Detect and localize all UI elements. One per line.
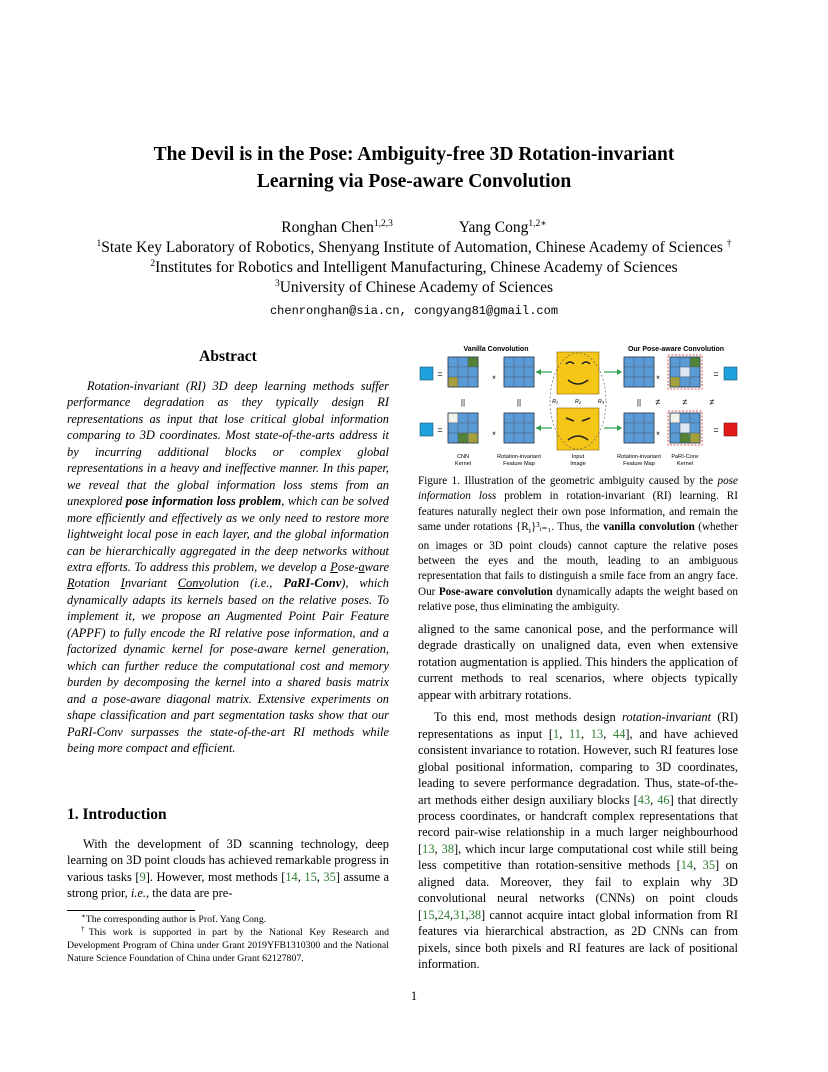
output-red-bottom-right	[724, 423, 737, 436]
aff-1-mark: 1	[96, 239, 102, 249]
cnn-kernel-top-cell	[468, 377, 478, 387]
pari-kernel-top-cell	[680, 367, 690, 377]
author-1-name: Ronghan Chen	[281, 219, 374, 236]
ri-feature-map-right-bottom-cell	[634, 433, 644, 443]
rp2-italic: rotation-invariant	[622, 710, 712, 725]
ri-feature-map-right-top-cell	[634, 357, 644, 367]
ri-feature-map-right-bottom-cell	[644, 413, 654, 423]
pari-kernel-bottom-cell	[690, 413, 700, 423]
rp2-a: To this end, most methods design	[434, 710, 623, 725]
arrowhead-right-1	[617, 369, 622, 375]
cnn-kernel-bottom-cell	[448, 423, 458, 433]
pari-kernel-top-cell	[680, 377, 690, 387]
label-cnn-kernel-line1: CNN	[456, 454, 470, 460]
caption-bold-vanilla: vanilla convolution	[603, 521, 695, 534]
arrowhead-right-2	[617, 425, 622, 431]
author-2-name: Yang Cong	[458, 219, 529, 236]
ri-feature-map-top-cell	[504, 367, 514, 377]
pari-kernel-top-cell	[690, 357, 700, 367]
output-blue-top-left	[420, 367, 433, 380]
label-pose-aware-convolution: Our Pose-aware Convolution	[627, 346, 725, 353]
footnote-2	[67, 926, 389, 965]
abstract-bold-term: pose information loss problem	[125, 494, 282, 509]
pari-kernel-top-cell	[680, 357, 690, 367]
aff-2-mark: 2	[150, 259, 156, 269]
abstract-text-3: ), which dynamically adapts its kernels based on the relative poses. To implement it, we propose an Augmented Point Pair Feature (APPF) to fully encode the RI relative pose information, and a factorized dynamic kernel for pose-aware kernel generation, which can further reduce the computational cost and memory burden by decomposing the kernel into a shared basis matrix and a pose-aware diagonal matrix. Extensive experiments on shape classification and part segmentation tasks show that our PaRI-Conv surpasses the state-of-the-art RI methods while being more compact and efficient.	[67, 576, 389, 755]
paper-title	[80, 141, 748, 195]
affiliation-3	[0, 278, 828, 298]
op-star-3: *	[656, 374, 660, 384]
aff-3-mark: 3	[274, 279, 280, 289]
cnn-kernel-top-cell	[468, 367, 478, 377]
ri-feature-map-right-top-cell	[634, 367, 644, 377]
abstract-heading: Abstract	[199, 348, 257, 365]
acronym-letter-r: R	[67, 576, 75, 591]
op-not-equal-3: ≠	[709, 397, 715, 407]
ri-feature-map-right-bottom-cell	[624, 423, 634, 433]
abstract-method-name: PaRI-Conv	[283, 576, 342, 591]
intro-text-a: With the development of 3D scanning technology, deep learning on 3D point clouds has achieved remarkable progress in various tasks [	[67, 837, 389, 884]
cnn-kernel-bottom-cell	[458, 413, 468, 423]
abstract-body	[67, 378, 389, 756]
ri-feature-map-top-cell	[524, 357, 534, 367]
acronym-rest-ose: ose-	[337, 559, 359, 574]
author-2	[459, 219, 547, 236]
op-parallel-1: ||	[460, 398, 466, 407]
caption-label: Figure 1.	[418, 475, 461, 487]
output-blue-bottom-left	[420, 423, 433, 436]
caption-t1: Illustration of the geometric ambiguity caused by the	[460, 475, 718, 487]
rp2-b: (RI) representations as input [	[418, 710, 738, 741]
page-number: 1	[410, 989, 418, 1003]
ri-feature-map-top-cell	[504, 357, 514, 367]
caption-subscript: i	[528, 526, 531, 536]
input-face-angry-bg	[557, 408, 599, 450]
cnn-kernel-top-cell	[448, 377, 458, 387]
figure-1-caption	[418, 474, 738, 615]
pari-kernel-top-cell	[670, 357, 680, 367]
cnn-kernel-bottom-cell	[468, 423, 478, 433]
label-input-image-line2: Image	[570, 461, 586, 467]
acronym-rest-otation: otation	[74, 576, 121, 591]
acronym-rest-nvariant: nvariant	[124, 576, 167, 591]
aff-3-text: University of Chinese Academy of Sciences	[279, 279, 554, 296]
cnn-kernel-bottom-cell	[468, 413, 478, 423]
pari-kernel-top-cell	[670, 377, 680, 387]
ri-feature-map-right-top-cell	[644, 357, 654, 367]
author-block	[0, 218, 828, 321]
citation-31[interactable]: 31	[453, 907, 466, 922]
rp2-d: ] that directly process coordinates, or handcraft complex representations that record pair-wise relationship in a much larger neighbourhood [	[418, 792, 739, 856]
citation-38[interactable]: 38	[441, 841, 455, 856]
pari-kernel-top-cell	[690, 377, 700, 387]
ri-feature-map-right-top-cell	[624, 377, 634, 387]
rp2-f: ] on aligned data. Moreover, they fail to explain why 3D convolutional neural networks (CNNs) on point clouds [	[418, 858, 738, 922]
cnn-kernel-top-cell	[458, 367, 468, 377]
ri-feature-map-bottom-cell	[504, 433, 514, 443]
acronym-letter-p: P	[330, 559, 338, 574]
label-cnn-kernel-line2: Kernel	[454, 461, 472, 467]
footnotes	[67, 913, 389, 965]
abstract-text-1: Rotation-invariant (RI) 3D deep learning methods suffer performance degradation as they typically design RI representations as input that lose critical global information comparing to 3D coordinates. Most state-of-the-arts address it by incurring additional blocks or complex global representations in a heavy and ineffective manner. In this paper, we reveal that the global information loss stems from an unexplored	[67, 379, 389, 509]
citation-14b[interactable]: 14	[680, 858, 694, 873]
author-2-affil-mark: 1,2∗	[528, 219, 547, 229]
citation-35[interactable]: 35	[323, 869, 336, 884]
ri-feature-map-right-bottom-cell	[624, 413, 634, 423]
op-parallel-2: ||	[516, 398, 522, 407]
acronym-rest-ware: ware	[364, 559, 389, 574]
pari-kernel-top-cell	[690, 367, 700, 377]
rp2-e: ], which incur large computational cost while still being less competitive than rotation-sensitive methods [	[418, 841, 739, 873]
label-pari-conv-kernel-line2: Kernel	[676, 461, 694, 467]
intro-text-b: ]. However, most methods [	[145, 869, 286, 884]
pari-kernel-bottom-cell	[680, 433, 690, 443]
citation-11[interactable]: 11	[569, 726, 581, 741]
ri-feature-map-bottom-cell	[524, 413, 534, 423]
aff-2-text: Institutes for Robotics and Intelligent Manufacturing, Chinese Academy of Sciences	[155, 259, 678, 276]
pari-kernel-bottom-cell	[690, 423, 700, 433]
output-blue-top-right	[724, 367, 737, 380]
footnote-rule	[67, 910, 195, 911]
acronym-letter-a: a	[358, 559, 365, 574]
op-star-2: *	[492, 430, 496, 440]
citation-9[interactable]: 9	[139, 869, 146, 884]
input-face-smile-bg	[557, 352, 599, 394]
ri-feature-map-bottom-cell	[524, 423, 534, 433]
op-not-equal-1: ≠	[655, 397, 661, 407]
citation-14[interactable]: 14	[285, 869, 298, 884]
citation-13b[interactable]: 13	[422, 841, 435, 856]
figure-1	[418, 342, 740, 468]
ri-feature-map-top-cell	[524, 377, 534, 387]
cnn-kernel-top-cell	[448, 357, 458, 367]
rp2-g: ] cannot acquire intact global information from RI features via hierarchical abstraction, as 2D CNNs can from pixels, since both pixels and RI features are lack of positional information.	[418, 907, 738, 972]
label-ri-feature-map-left-line1: Rotation-invariant	[497, 454, 541, 460]
intro-paragraph-1: With the development of 3D scanning technology, deep learning on 3D point clouds has achieved remarkable progress in various tasks [9]. However, most methods [14, 15, 35] assume a strong prior, i.e., the data are pre-	[67, 837, 390, 901]
rp2-c: ], and have achieved consistent invariance to rotation. However, such RI features lose global positional information, comparing to 3D coordinates, leading to severe performance degradation. Thus, state-of-the-art methods either design auxiliary blocks [	[418, 726, 739, 807]
label-ri-feature-map-right-line1: Rotation-invariant	[617, 454, 661, 460]
affiliation-1	[0, 238, 828, 258]
cnn-kernel-bottom-cell	[458, 423, 468, 433]
introduction-heading: 1. Introduction	[67, 806, 167, 823]
op-not-equal-2: ≠	[682, 397, 688, 407]
op-parallel-3: ||	[636, 398, 642, 407]
ri-feature-map-right-bottom-cell	[634, 423, 644, 433]
ri-feature-map-right-bottom-cell	[644, 433, 654, 443]
author-1	[281, 219, 393, 236]
citation-13[interactable]: 13	[590, 726, 604, 741]
ri-feature-map-right-bottom-cell	[634, 413, 644, 423]
arrowhead-left-1	[536, 369, 541, 375]
pari-kernel-bottom-cell	[670, 423, 680, 433]
intro-ie: i.e.	[130, 886, 146, 901]
rotation-r1: R₁	[552, 399, 558, 405]
right-paragraph-1: aligned to the same canonical pose, and the performance will degrade drastically on unaligned data, even when extensive rotation augmentation is applied. This hinders the application of current methods to real scenarios, where objects typically appear with arbitrary rotations.	[418, 622, 738, 702]
ri-feature-map-bottom-cell	[514, 433, 524, 443]
footnote-2-text: This work is supported in part by the National Key Research and Development Program of China under Grant 2019YFB1310300 and the National Nature Science Foundation of China under Grant 62127807.	[67, 927, 390, 965]
op-equals-4: =	[713, 425, 719, 435]
caption-italic-term: pose information loss	[418, 475, 738, 503]
ri-feature-map-top-cell	[514, 377, 524, 387]
cnn-kernel-top-cell	[458, 377, 468, 387]
op-equals-1: =	[437, 369, 443, 379]
op-equals-2: =	[437, 425, 443, 435]
author-names	[0, 218, 828, 238]
citation-43[interactable]: 43	[637, 792, 651, 807]
cnn-kernel-top-cell	[448, 367, 458, 377]
op-equals-3: =	[713, 369, 719, 379]
label-ri-feature-map-left-line2: Feature Map	[503, 461, 535, 467]
label-pari-conv-kernel-line1: PaRI-Conv	[671, 454, 699, 460]
pari-kernel-bottom-cell	[670, 433, 680, 443]
affiliation-2	[0, 258, 828, 278]
aff-1-footnote-mark: †	[726, 239, 732, 249]
citation-38b[interactable]: 38	[468, 907, 482, 922]
ri-feature-map-bottom-cell	[504, 413, 514, 423]
cnn-kernel-bottom-cell	[448, 413, 458, 423]
caption-t4: dynamically adapts the weight based on relative pose, thus eliminating the ambiguity.	[418, 585, 738, 613]
citation-46[interactable]: 46	[657, 792, 670, 807]
rotation-r2: R₂	[574, 399, 582, 405]
figure-1-illustration	[418, 342, 740, 468]
footnote-2-mark: †	[81, 925, 89, 934]
pari-kernel-bottom-cell	[680, 413, 690, 423]
cnn-kernel-bottom-cell	[468, 433, 478, 443]
right-column-body	[418, 621, 738, 973]
ri-feature-map-top-cell	[514, 357, 524, 367]
right-paragraph-2: To this end, most methods design rotation-invariant (RI) representations as input [1, 11, 13, 44], and have achieved consistent invariance to rotation. However, such RI features lose global positional information, comparing to 3D coordinates, leading to severe performance degradation. Thus, state-of-the-art methods either design auxiliary blocks [43, 46] that directly process coordinates, or handcraft complex representations that record pair-wise relationship in a much larger neighbourhood [13, 38], which incur large computational cost while still being less competitive than rotation-sensitive methods [14, 35] on aligned data. Moreover, they fail to explain why 3D convolutional neural networks (CNNs) on point clouds [15,24,31,38] cannot acquire intact global information from RI features via hierarchical abstraction, as 2D CNNs can from pixels, since both pixels and RI features are lack of positional information.	[418, 710, 739, 972]
pari-kernel-bottom-cell	[670, 413, 680, 423]
footnote-1-mark: ∗	[81, 912, 86, 920]
title-line-2: Learning via Pose-aware Convolution	[256, 171, 572, 192]
ri-feature-map-right-top-cell	[624, 357, 634, 367]
ri-feature-map-bottom-cell	[504, 423, 514, 433]
intro-text-d: , the data are pre-	[146, 886, 233, 901]
ri-feature-map-bottom-cell	[514, 423, 524, 433]
ri-feature-map-right-top-cell	[644, 367, 654, 377]
abstract-text-2: , which can be solved more efficiently and effectively as we only need to restore more lightweight local pose in each layer, and the global information can be hierarchically aggregated in the deep networks without extra efforts. To address this problem, we develop a	[67, 494, 389, 574]
ri-feature-map-right-top-cell	[624, 367, 634, 377]
op-star-1: *	[492, 374, 496, 384]
cnn-kernel-bottom-cell	[448, 433, 458, 443]
title-line-1: The Devil is in the Pose: Ambiguity-free 3D Rotation-invariant	[153, 144, 675, 165]
ri-feature-map-right-top-cell	[634, 377, 644, 387]
op-star-4: *	[656, 430, 660, 440]
footnote-1-text: The corresponding author is Prof. Yang Cong.	[85, 914, 267, 925]
caption-bold-pose-aware: Pose-aware convolution	[438, 585, 553, 598]
introduction-section	[67, 806, 389, 902]
aff-1-text: State Key Laboratory of Robotics, Shenyang Institute of Automation, Chinese Academy of Sciences	[101, 239, 723, 256]
cnn-kernel-top-cell	[468, 357, 478, 367]
label-input-image-line1: Input	[571, 454, 585, 460]
citation-35b[interactable]: 35	[702, 858, 716, 873]
cnn-kernel-bottom-cell	[458, 433, 468, 443]
ri-feature-map-right-bottom-cell	[624, 433, 634, 443]
abstract-section	[67, 348, 389, 756]
intro-text-c: ] assume a strong prior,	[67, 869, 390, 901]
ri-feature-map-right-bottom-cell	[644, 423, 654, 433]
citation-24[interactable]: 24	[437, 907, 451, 922]
citation-44[interactable]: 44	[613, 726, 626, 741]
acronym-rest-olution: olution (i.e.,	[203, 576, 284, 591]
arrowhead-left-2	[536, 425, 541, 431]
pari-kernel-bottom-cell	[680, 423, 690, 433]
acronym-letter-i: I	[120, 576, 125, 591]
author-1-affil-mark: 1,2,3	[373, 219, 393, 229]
ri-feature-map-bottom-cell	[514, 413, 524, 423]
citation-15[interactable]: 15	[304, 869, 317, 884]
label-ri-feature-map-right-line2: Feature Map	[623, 461, 655, 467]
footnote-1	[67, 913, 389, 926]
ri-feature-map-top-cell	[524, 367, 534, 377]
citation-15b[interactable]: 15	[422, 907, 435, 922]
ri-feature-map-top-cell	[514, 367, 524, 377]
rotation-r3: R₃	[597, 399, 605, 405]
label-vanilla-convolution: Vanilla Convolution	[463, 346, 529, 353]
ri-feature-map-right-top-cell	[644, 377, 654, 387]
caption-t2-tail: }³ᵢ₌₁. Thus, the	[530, 521, 604, 534]
pari-kernel-bottom-cell	[690, 433, 700, 443]
caption-t3: (whether on images or 3D point clouds) cannot capture the relative poses between the eyes and the mouth, leading to an ambiguous representation that fails to distinguish a smile face from an angry face. Our	[418, 521, 739, 598]
author-emails[interactable]: chenronghan@sia.cn, congyang81@gmail.com	[269, 304, 559, 318]
pari-kernel-top-cell	[670, 367, 680, 377]
citation-1[interactable]: 1	[553, 726, 560, 741]
caption-t2: problem in rotation-invariant (RI) learning. RI features naturally neglect their own pose information, and remain the same under rotations {R	[418, 490, 738, 534]
ri-feature-map-bottom-cell	[524, 433, 534, 443]
acronym-letters-conv: Conv	[177, 576, 204, 591]
cnn-kernel-top-cell	[458, 357, 468, 367]
caption-text	[418, 474, 738, 615]
ri-feature-map-top-cell	[504, 377, 514, 387]
